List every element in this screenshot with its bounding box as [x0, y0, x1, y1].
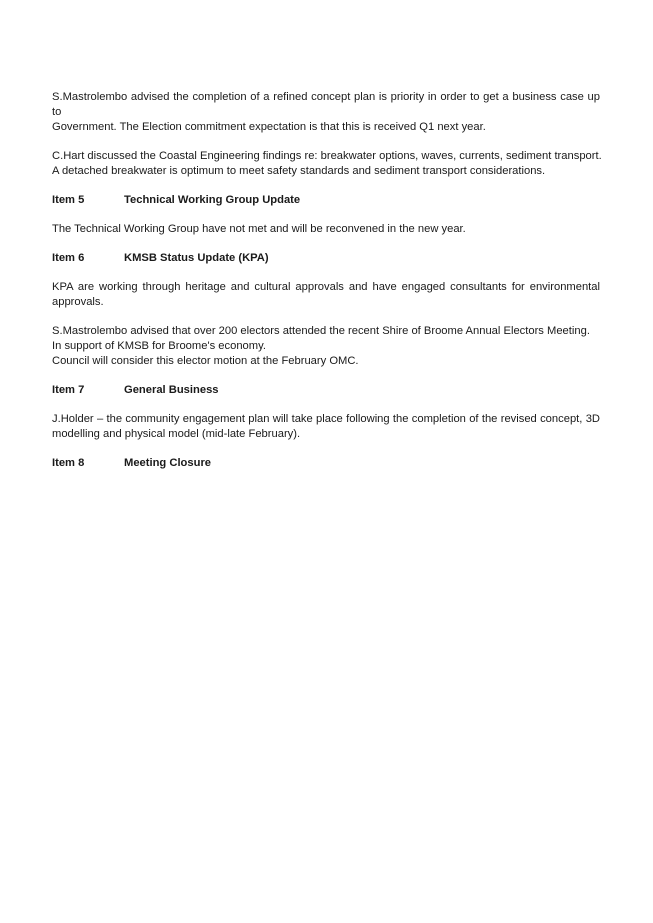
- item-7-heading: [52, 383, 600, 398]
- paragraph-concept-plan: [52, 90, 600, 135]
- text-line: C.Hart discussed the Coastal Engineering findings re: breakwater options, waves, currents, sediment transport.: [52, 150, 602, 162]
- item-5-heading: [52, 193, 600, 208]
- text-line: approvals.: [52, 296, 104, 308]
- item-title: KMSB Status Update (KPA): [124, 252, 269, 264]
- item-6-approvals: [52, 280, 600, 310]
- text-line: KPA are working through heritage and cultural approvals and have engaged consultants for environmental: [52, 281, 600, 293]
- item-5-body: [52, 222, 600, 237]
- item-7-body: [52, 412, 600, 442]
- item-title: Technical Working Group Update: [124, 194, 301, 206]
- text-line: Council will consider this elector motion at the February OMC.: [52, 355, 359, 367]
- item-6-electors: [52, 324, 600, 369]
- item-number: Item 5: [52, 194, 85, 206]
- text-line: modelling and physical model (mid-late February).: [52, 428, 301, 440]
- text-line: In support of KMSB for Broome's economy.: [52, 340, 266, 352]
- item-title: General Business: [124, 384, 219, 396]
- item-number: Item 6: [52, 252, 85, 264]
- text-line: S.Mastrolembo advised the completion of a refined concept plan is priority in order to get a business case up to: [52, 91, 600, 118]
- item-number: Item 8: [52, 457, 85, 469]
- paragraph-coastal-engineering: [52, 149, 600, 179]
- text-line: Government. The Election commitment expectation is that this is received Q1 next year.: [52, 121, 486, 133]
- item-title: Meeting Closure: [124, 457, 212, 469]
- item-8-heading: [52, 456, 600, 471]
- document-page: [52, 90, 600, 471]
- item-6-heading: [52, 251, 600, 266]
- text-line: A detached breakwater is optimum to meet safety standards and sediment transport considerations.: [52, 165, 546, 177]
- text-line: S.Mastrolembo advised that over 200 electors attended the recent Shire of Broome Annual Electors Meeting.: [52, 325, 590, 337]
- text-line: J.Holder – the community engagement plan will take place following the completion of the revised concept, 3D: [52, 413, 600, 425]
- item-number: Item 7: [52, 384, 85, 396]
- text-line: The Technical Working Group have not met and will be reconvened in the new year.: [52, 223, 466, 235]
